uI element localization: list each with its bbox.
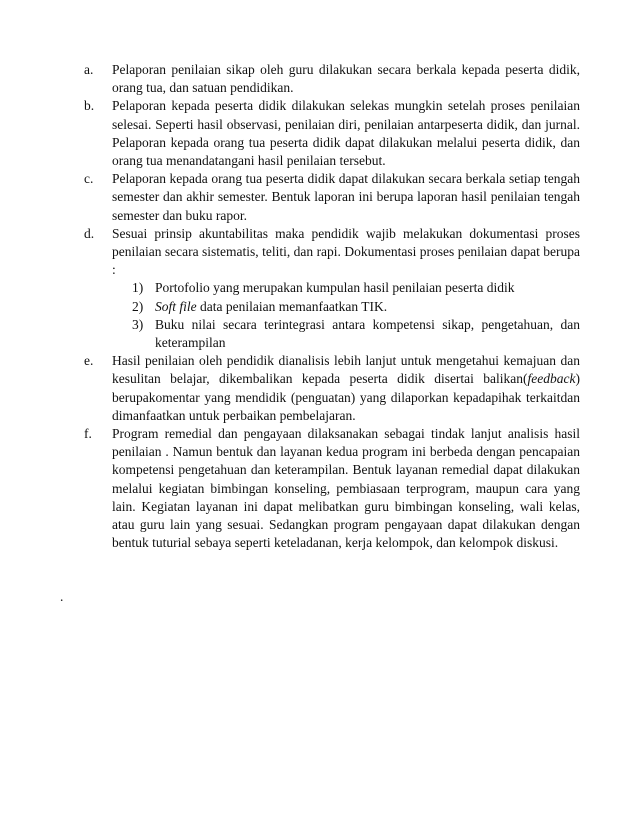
- sublist-marker: 3): [132, 316, 144, 332]
- sublist-item-italic-text: Soft file: [155, 298, 197, 314]
- list-marker: c.: [84, 171, 94, 187]
- list-item-text: [112, 352, 580, 425]
- sublist-marker: 1): [132, 280, 144, 296]
- stray-period-mark: .: [60, 589, 64, 604]
- list-marker: d.: [84, 225, 95, 241]
- text-segment: ) berupakomentar yang mendidik (penguatan) yang dilaporkan kepadapihak terkaitdan dimanfaatkan untuk perbaikan pembelajaran.: [112, 371, 580, 423]
- list-item-c: [84, 170, 580, 225]
- text-segment: Hasil penilaian oleh pendidik dianalisis lebih lanjut untuk mengetahui kemajuan dan kesulitan belajar, dikembalikan kepada peserta didik disertai balikan(: [112, 353, 580, 387]
- sublist-item-1: [132, 279, 580, 297]
- list-marker: b.: [84, 98, 95, 114]
- list-marker: a.: [84, 62, 94, 77]
- sublist-item-text: data penilaian memanfaatkan TIK.: [196, 298, 388, 314]
- list-item-text: Pelaporan penilaian sikap oleh guru dilakukan secara berkala kepada peserta didik, orang tua, dan satuan pendidikan.: [112, 62, 580, 96]
- italic-term: feedback: [527, 371, 576, 387]
- list-item-text: Program remedial dan pengayaan dilaksanakan sebagai tindak lanjut analisis hasil penilaian . Namun bentuk dan layanan kedua program ini berbeda dengan pencapaian kompetensi pengetahuan dan keterampilan. Bentuk layanan remedial dapat dilakukan melalui kegiatan bimbingan konseling, pembiasaan terprogram, maupun cara yang lain. Kegiatan layanan ini dapat melibatkan guru bimbingan konseling, wali kelas, atau guru lain yang sesuai. Sedangkan program pengayaan dapat dilakukan dengan bentuk tuturial sebaya seperti keteladanan, kerja kelompok, dan kelompok diskusi.: [112, 426, 580, 551]
- list-item-text: Pelaporan kepada orang tua peserta didik dapat dilakukan secara berkala setiap tengah semester dan akhir semester. Bentuk laporan ini berupa laporan hasil penilaian tengah semester dan buku rapor.: [112, 171, 580, 223]
- sublist-marker: 2): [132, 298, 144, 314]
- list-item-b: [84, 97, 580, 170]
- sublist-item-2: [132, 298, 580, 316]
- list-item-text: Sesuai prinsip akuntabilitas maka pendidik wajib melakukan dokumentasi proses penilaian secara sistematis, teliti, dan rapi. Dokumentasi proses penilaian dapat berupa :: [112, 225, 580, 278]
- documentation-sublist: [112, 279, 580, 352]
- list-item-a: [84, 61, 580, 97]
- sublist-item-text: Portofolio yang merupakan kumpulan hasil penilaian peserta didik: [155, 280, 515, 296]
- sublist-item-3: [132, 316, 580, 352]
- list-item-text: Pelaporan kepada peserta didik dilakukan selekas mungkin setelah proses penilaian selesai. Seperti hasil observasi, penilaian diri, penilaian antarpeserta didik, dan jurnal. Pelaporan kepada orang tua peserta didik dapat dilakukan melalui peserta didik, dan orang tua menandatangani hasil penilaian tersebut.: [112, 98, 580, 169]
- sublist-item-text: Buku nilai secara terintegrasi antara kompetensi sikap, pengetahuan, dan keterampilan: [155, 316, 580, 351]
- list-item-d: [84, 225, 580, 352]
- list-marker: e.: [84, 353, 94, 369]
- assessment-report-list: [84, 61, 580, 552]
- list-item-e: [84, 352, 580, 425]
- list-marker: f.: [84, 426, 92, 442]
- list-item-f: [84, 425, 580, 552]
